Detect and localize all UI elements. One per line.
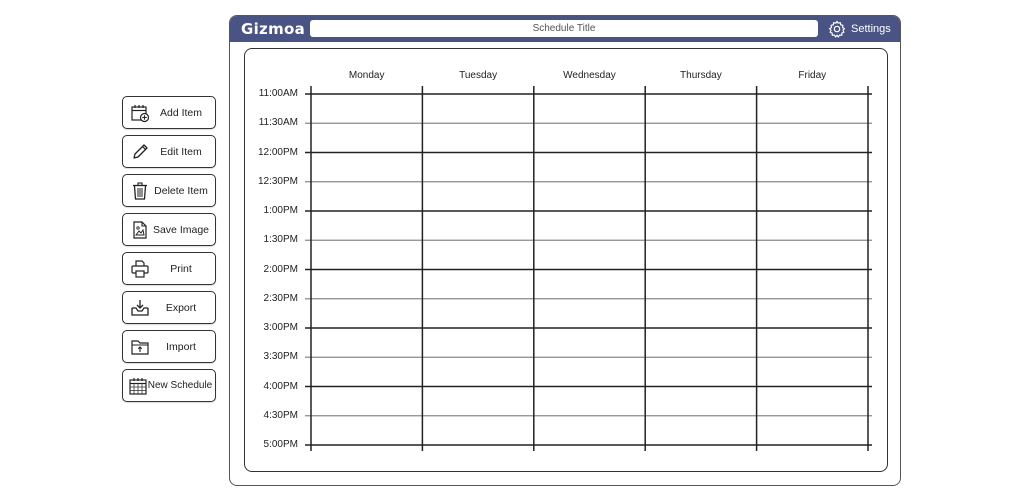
time-label: 5:00PM — [263, 439, 298, 450]
time-label: 11:30AM — [258, 117, 298, 129]
day-header-wednesday: Wednesday — [563, 70, 616, 81]
day-header-friday: Friday — [798, 70, 827, 81]
schedule-grid — [244, 48, 888, 472]
gear-icon — [828, 20, 846, 38]
time-label: 12:30PM — [257, 175, 298, 187]
delete-item-label: Delete Item — [154, 184, 208, 197]
pencil-icon — [130, 142, 150, 162]
new-schedule-button[interactable] — [122, 369, 216, 402]
print-label: Print — [170, 262, 192, 275]
import-button[interactable] — [122, 330, 216, 363]
app-logo: Gizmoa — [241, 20, 306, 38]
time-label: 3:30PM — [263, 351, 298, 363]
save-image-label: Save Image — [152, 223, 210, 236]
schedule-title-input[interactable] — [310, 20, 818, 37]
edit-item-label: Edit Item — [160, 145, 202, 158]
save-image-button[interactable] — [122, 213, 216, 246]
image-file-icon — [130, 220, 150, 240]
time-label: 11:00AM — [258, 88, 298, 99]
time-label: 4:30PM — [263, 409, 298, 421]
add-calendar-icon — [130, 103, 150, 123]
print-button[interactable] — [122, 252, 216, 285]
add-item-button[interactable] — [122, 96, 216, 129]
trash-icon — [130, 181, 150, 201]
calendar-grid-icon — [128, 376, 148, 396]
add-item-label: Add Item — [159, 106, 203, 119]
action-panel — [122, 96, 218, 408]
title-bar — [230, 16, 900, 42]
import-label: Import — [166, 340, 196, 353]
import-folder-icon — [130, 337, 150, 357]
delete-item-button[interactable] — [122, 174, 216, 207]
day-header-thursday: Thursday — [680, 70, 722, 81]
time-label: 4:00PM — [263, 380, 298, 392]
time-label: 3:00PM — [263, 322, 298, 333]
time-label: 1:00PM — [263, 205, 298, 216]
time-label: 1:30PM — [263, 234, 298, 246]
export-label: Export — [165, 301, 197, 314]
time-label: 12:00PM — [257, 146, 298, 158]
settings-button[interactable] — [828, 19, 891, 39]
printer-icon — [130, 259, 150, 279]
day-header-tuesday: Tuesday — [459, 70, 498, 81]
day-header-monday: Monday — [348, 70, 385, 81]
new-schedule-label: New Schedule — [147, 380, 213, 391]
edit-item-button[interactable] — [122, 135, 216, 168]
time-label: 2:30PM — [263, 292, 298, 304]
time-label: 2:00PM — [263, 263, 298, 275]
export-button[interactable] — [122, 291, 216, 324]
export-tray-icon — [130, 298, 150, 318]
schedule-lines — [245, 49, 889, 473]
schedule-window — [229, 15, 901, 486]
settings-label: Settings — [851, 23, 891, 35]
